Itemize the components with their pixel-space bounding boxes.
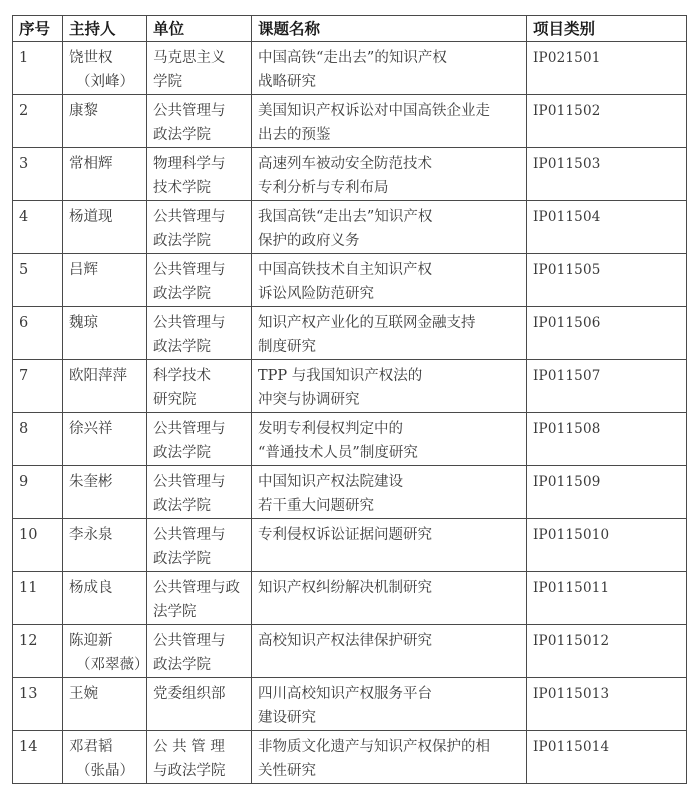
project-code: IP011502 (533, 103, 601, 119)
cell-host (63, 307, 147, 360)
row-number: 2 (19, 103, 29, 119)
cell-unit (147, 519, 252, 572)
unit-line-1: 公共管理与 (153, 209, 226, 225)
cell-unit (147, 413, 252, 466)
header-unit: 单位 (147, 16, 252, 42)
cell-code (527, 95, 687, 148)
host-name: 吕辉 (69, 262, 98, 278)
table-row (13, 519, 687, 572)
host-name: 杨成良 (69, 580, 113, 596)
header-no: 序号 (13, 16, 63, 42)
cell-code (527, 360, 687, 413)
cell-host (63, 731, 147, 784)
project-code: IP021501 (533, 50, 601, 66)
unit-line-2: 学院 (153, 74, 182, 90)
cell-host (63, 466, 147, 519)
cell-unit (147, 42, 252, 95)
co-host-name: （刘峰） (76, 74, 134, 90)
cell-code (527, 731, 687, 784)
host-name: 朱奎彬 (69, 474, 113, 490)
project-code: IP0115013 (533, 686, 610, 702)
cell-host (63, 95, 147, 148)
unit-line-2: 政法学院 (153, 551, 211, 567)
unit-line-1: 公共管理与 (153, 527, 226, 543)
title-line-1: 高速列车被动安全防范技术 (258, 156, 432, 172)
cell-code (527, 572, 687, 625)
project-code: IP011509 (533, 474, 601, 490)
row-number: 6 (19, 315, 29, 331)
table-row (13, 307, 687, 360)
cell-host (63, 519, 147, 572)
cell-title (252, 519, 527, 572)
cell-title (252, 201, 527, 254)
cell-code (527, 254, 687, 307)
cell-no (13, 519, 63, 572)
table-row (13, 95, 687, 148)
row-number: 10 (19, 527, 38, 543)
host-name: 魏琼 (69, 315, 98, 331)
header-code: 项目类别 (527, 16, 687, 42)
title-line-1: 中国高铁技术自主知识产权 (258, 262, 432, 278)
unit-line-1: 党委组织部 (153, 686, 226, 702)
cell-host (63, 625, 147, 678)
cell-no (13, 678, 63, 731)
cell-title (252, 360, 527, 413)
unit-line-1: 公共管理与 (153, 474, 226, 490)
row-number: 7 (19, 368, 29, 384)
cell-unit (147, 678, 252, 731)
title-line-1: 发明专利侵权判定中的 (258, 421, 403, 437)
host-name: 欧阳萍萍 (69, 368, 127, 384)
cell-title (252, 466, 527, 519)
unit-line-1: 科学技术 (153, 368, 211, 384)
host-name: 陈迎新 (69, 633, 113, 649)
host-name: 王婉 (69, 686, 98, 702)
host-name: 常相辉 (69, 156, 113, 172)
title-line-2: 保护的政府义务 (258, 233, 360, 249)
host-name: 杨道现 (69, 209, 113, 225)
host-name: 李永泉 (69, 527, 113, 543)
project-code: IP0115011 (533, 580, 610, 596)
cell-no (13, 95, 63, 148)
title-line-1: TPP 与我国知识产权法的 (258, 368, 423, 384)
cell-code (527, 678, 687, 731)
project-code: IP0115014 (533, 739, 610, 755)
project-code: IP0115010 (533, 527, 610, 543)
table-row (13, 678, 687, 731)
cell-unit (147, 466, 252, 519)
co-host-name: （邓翠薇） (76, 657, 149, 673)
title-line-2: “普通技术人员”制度研究 (258, 445, 418, 461)
cell-code (527, 307, 687, 360)
cell-unit (147, 572, 252, 625)
unit-line-1: 公共管理与 (153, 633, 226, 649)
unit-line-2: 政法学院 (153, 339, 211, 355)
host-name: 康黎 (69, 103, 98, 119)
cell-code (527, 201, 687, 254)
unit-line-2: 技术学院 (153, 180, 211, 196)
unit-line-2: 与政法学院 (153, 763, 226, 779)
project-code: IP011508 (533, 421, 601, 437)
unit-line-1: 公共管理与政 (153, 580, 240, 596)
title-line-1: 知识产权产业化的互联网金融支持 (258, 315, 476, 331)
unit-line-2: 政法学院 (153, 657, 211, 673)
cell-no (13, 201, 63, 254)
unit-line-1: 公共管理与 (153, 421, 226, 437)
cell-title (252, 95, 527, 148)
project-code: IP011504 (533, 209, 601, 225)
cell-title (252, 731, 527, 784)
cell-code (527, 519, 687, 572)
table-row (13, 42, 687, 95)
cell-no (13, 731, 63, 784)
title-line-1: 四川高校知识产权服务平台 (258, 686, 432, 702)
header-host: 主持人 (63, 16, 147, 42)
cell-host (63, 42, 147, 95)
cell-title (252, 678, 527, 731)
unit-line-1: 公共管理与 (153, 103, 226, 119)
cell-no (13, 572, 63, 625)
cell-no (13, 466, 63, 519)
project-table (12, 15, 687, 784)
table-row (13, 360, 687, 413)
host-name: 徐兴祥 (69, 421, 113, 437)
cell-unit (147, 148, 252, 201)
row-number: 14 (19, 739, 38, 755)
cell-host (63, 254, 147, 307)
project-code: IP011503 (533, 156, 601, 172)
cell-code (527, 466, 687, 519)
row-number: 8 (19, 421, 29, 437)
project-code: IP011505 (533, 262, 601, 278)
table-row (13, 731, 687, 784)
cell-host (63, 413, 147, 466)
cell-no (13, 42, 63, 95)
table-row (13, 413, 687, 466)
cell-no (13, 148, 63, 201)
row-number: 13 (19, 686, 38, 702)
row-number: 1 (19, 50, 29, 66)
host-name: 饶世权 (69, 50, 113, 66)
cell-host (63, 201, 147, 254)
title-line-2: 制度研究 (258, 339, 316, 355)
cell-no (13, 625, 63, 678)
cell-no (13, 360, 63, 413)
project-code: IP011506 (533, 315, 601, 331)
unit-line-1: 公共管理与 (153, 315, 226, 331)
cell-no (13, 307, 63, 360)
title-line-1: 非物质文化遗产与知识产权保护的相 (258, 739, 490, 755)
row-number: 4 (19, 209, 29, 225)
unit-line-2: 政法学院 (153, 127, 211, 143)
cell-code (527, 148, 687, 201)
cell-title (252, 625, 527, 678)
header-row (13, 16, 687, 42)
table-row (13, 254, 687, 307)
cell-host (63, 148, 147, 201)
cell-code (527, 413, 687, 466)
unit-line-1: 公 共 管 理 (153, 739, 225, 755)
cell-host (63, 678, 147, 731)
row-number: 11 (19, 580, 38, 596)
cell-unit (147, 254, 252, 307)
cell-no (13, 254, 63, 307)
title-line-1: 中国知识产权法院建设 (258, 474, 403, 490)
cell-title (252, 42, 527, 95)
title-line-1: 中国高铁“走出去”的知识产权 (258, 50, 447, 66)
cell-title (252, 254, 527, 307)
unit-line-2: 政法学院 (153, 498, 211, 514)
cell-title (252, 413, 527, 466)
title-line-2: 关性研究 (258, 763, 316, 779)
title-line-2: 出去的预鉴 (258, 127, 331, 143)
row-number: 3 (19, 156, 29, 172)
cell-title (252, 307, 527, 360)
unit-line-1: 公共管理与 (153, 262, 226, 278)
row-number: 12 (19, 633, 38, 649)
unit-line-2: 研究院 (153, 392, 197, 408)
unit-line-1: 马克思主义 (153, 50, 226, 66)
unit-line-2: 政法学院 (153, 233, 211, 249)
title-line-2: 专利分析与专利布局 (258, 180, 389, 196)
title-line-1: 专利侵权诉讼证据问题研究 (258, 527, 432, 543)
co-host-name: （张晶） (76, 763, 134, 779)
title-line-1: 美国知识产权诉讼对中国高铁企业走 (258, 103, 490, 119)
unit-line-1: 物理科学与 (153, 156, 226, 172)
cell-unit (147, 360, 252, 413)
cell-host (63, 572, 147, 625)
host-name: 邓君韬 (69, 739, 113, 755)
unit-line-2: 法学院 (153, 604, 197, 620)
cell-unit (147, 625, 252, 678)
cell-unit (147, 95, 252, 148)
unit-line-2: 政法学院 (153, 445, 211, 461)
title-line-2: 建设研究 (258, 710, 316, 726)
cell-unit (147, 307, 252, 360)
header-title: 课题名称 (252, 16, 527, 42)
row-number: 5 (19, 262, 29, 278)
cell-title (252, 572, 527, 625)
project-code: IP011507 (533, 368, 601, 384)
project-code: IP0115012 (533, 633, 610, 649)
title-line-2: 若干重大问题研究 (258, 498, 374, 514)
cell-code (527, 625, 687, 678)
table-row (13, 572, 687, 625)
cell-no (13, 413, 63, 466)
cell-code (527, 42, 687, 95)
unit-line-2: 政法学院 (153, 286, 211, 302)
cell-title (252, 148, 527, 201)
table-row (13, 148, 687, 201)
table-row (13, 625, 687, 678)
title-line-2: 冲突与协调研究 (258, 392, 360, 408)
title-line-2: 战略研究 (258, 74, 316, 90)
table-row (13, 466, 687, 519)
title-line-2: 诉讼风险防范研究 (258, 286, 374, 302)
cell-host (63, 360, 147, 413)
cell-unit (147, 201, 252, 254)
title-line-1: 知识产权纠纷解决机制研究 (258, 580, 432, 596)
table-row (13, 201, 687, 254)
cell-unit (147, 731, 252, 784)
title-line-1: 我国高铁“走出去”知识产权 (258, 209, 433, 225)
row-number: 9 (19, 474, 29, 490)
title-line-1: 高校知识产权法律保护研究 (258, 633, 432, 649)
